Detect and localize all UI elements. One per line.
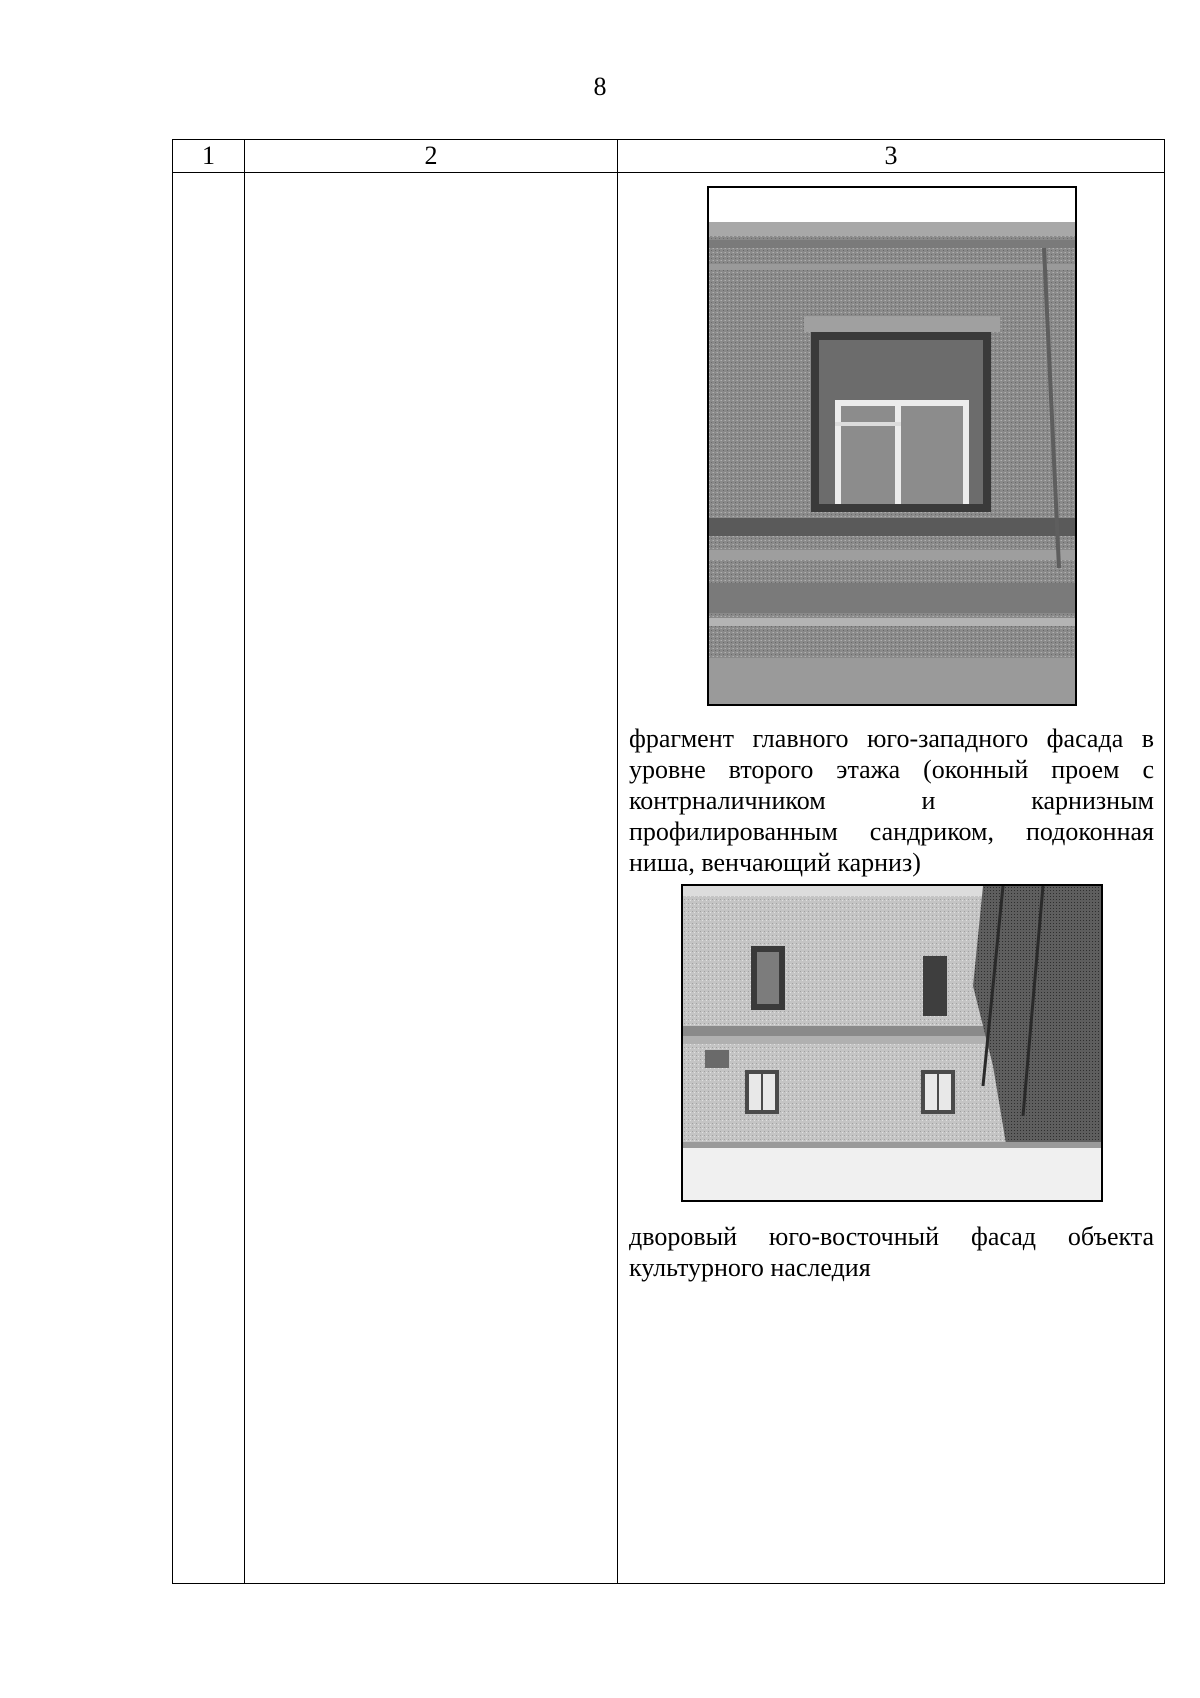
table-row bbox=[173, 173, 1165, 1584]
header-col-1: 1 bbox=[173, 140, 245, 173]
facade-window-photo bbox=[707, 186, 1077, 706]
photo-2-wrapper bbox=[629, 878, 1154, 1207]
cell-col-3 bbox=[618, 173, 1165, 1584]
photo-1-caption: фрагмент главного юго-западного фасада в уровне второго этажа (оконный проем с контрналичником и карнизным профилированным сандриком, подоконная ниша, венчающий карниз) bbox=[629, 724, 1154, 877]
photo-1-wrapper bbox=[629, 173, 1154, 711]
document-table bbox=[172, 139, 1165, 1584]
courtyard-facade-photo bbox=[681, 884, 1103, 1202]
cell-col-1 bbox=[173, 173, 245, 1584]
photo-2-caption: дворовый юго-восточный фасад объекта культурного наследия bbox=[629, 1222, 1154, 1282]
header-col-3: 3 bbox=[618, 140, 1165, 173]
cell-col-2 bbox=[245, 173, 618, 1584]
page-number: 8 bbox=[593, 72, 607, 101]
header-col-2: 2 bbox=[245, 140, 618, 173]
table-header-row bbox=[173, 140, 1165, 173]
